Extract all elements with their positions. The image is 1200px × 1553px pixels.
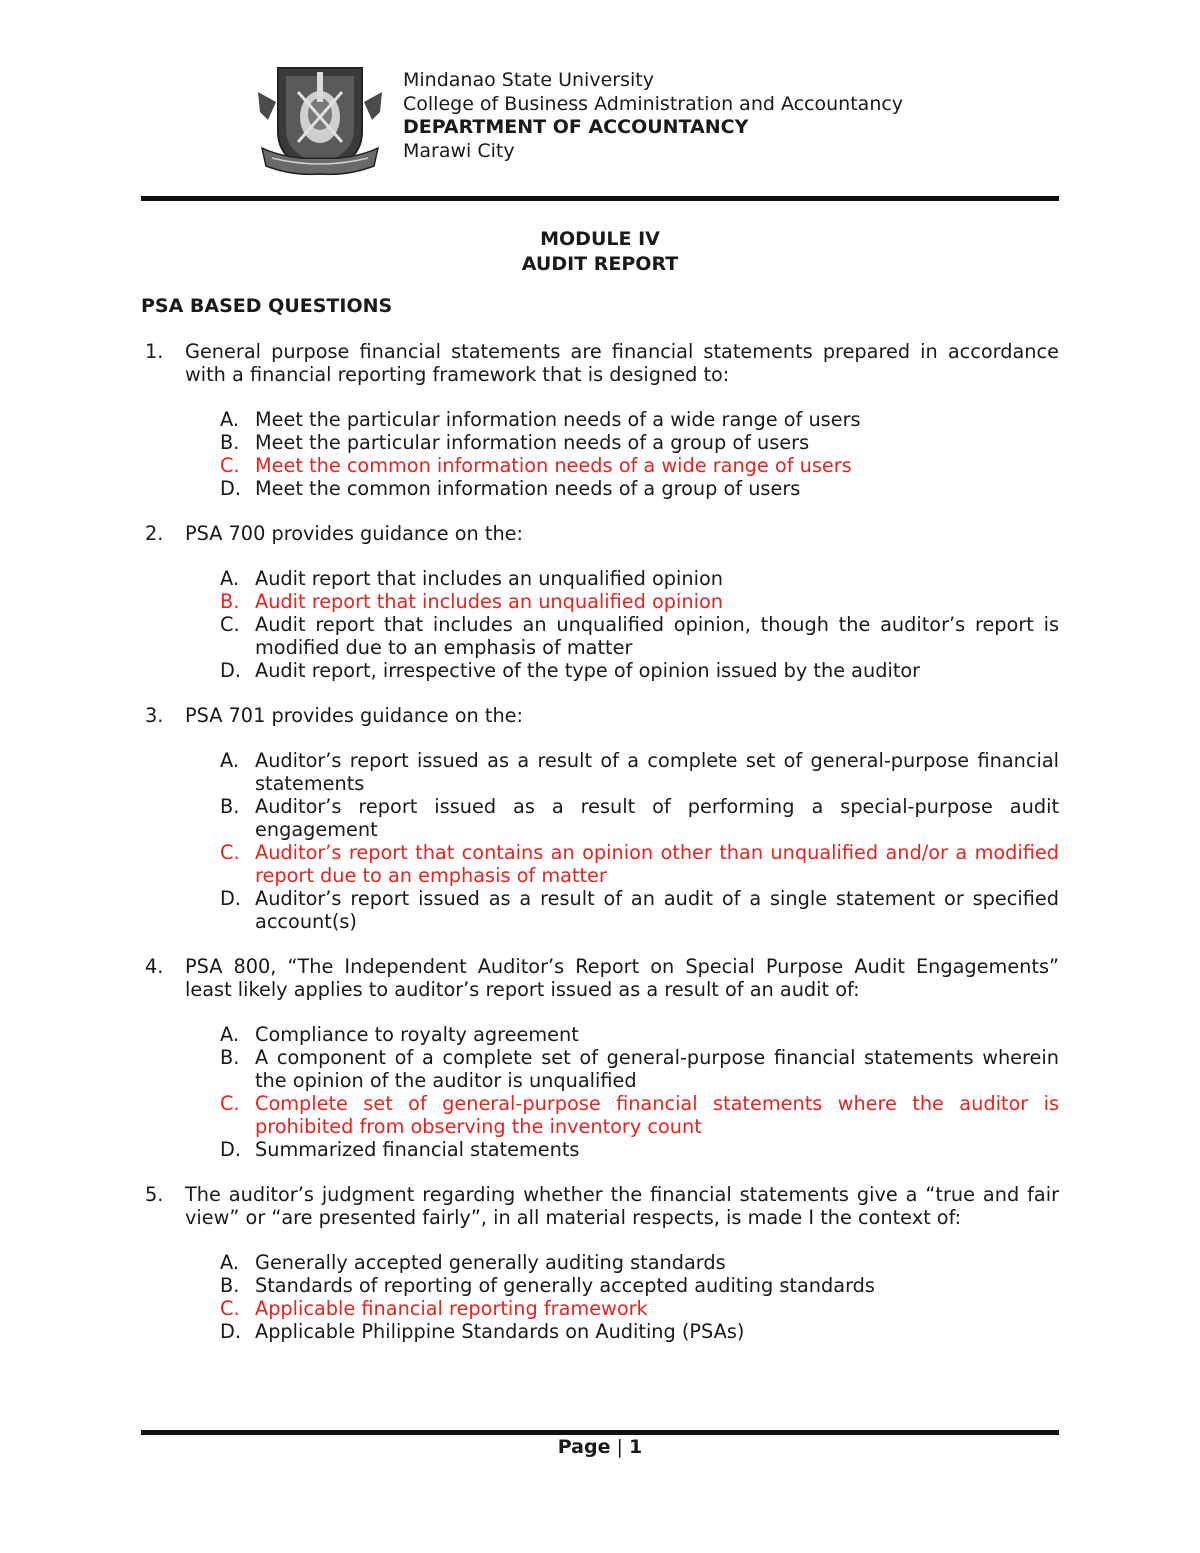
correct-answer-option [185, 454, 1059, 477]
option-text: Applicable financial reporting framework [255, 1297, 648, 1320]
option-letter: C. [220, 841, 240, 864]
option-letter: B. [220, 431, 240, 454]
university-name: Mindanao State University [403, 69, 654, 91]
option-text: Applicable Philippine Standards on Auditing (PSAs) [255, 1320, 745, 1343]
question-stem: PSA 701 provides guidance on the: [185, 704, 524, 727]
option-letter: A. [220, 408, 239, 431]
option-letter: B. [220, 1274, 240, 1297]
option-text: Audit report that includes an unqualified opinion [255, 567, 723, 590]
answer-option [185, 431, 1059, 454]
option-letter: C. [220, 613, 240, 636]
option-text: Generally accepted generally auditing standards [255, 1251, 726, 1274]
city-name: Marawi City [403, 139, 515, 162]
option-list [185, 567, 1059, 682]
option-list [185, 749, 1059, 933]
question-stem: The auditor’s judgment regarding whether the financial statements give a “true and fair view” or “are presented fairly”, in all material respects, is made I the context of: [185, 1183, 1059, 1229]
correct-answer-option [185, 590, 1059, 613]
answer-option [185, 613, 1059, 659]
correct-answer-option [185, 1092, 1059, 1138]
option-text: Complete set of general-purpose financial statements where the auditor is prohibited from observing the inventory count [255, 1092, 1059, 1138]
answer-option [185, 477, 1059, 500]
option-text: Meet the common information needs of a wide range of users [255, 454, 852, 477]
option-letter: B. [220, 795, 240, 818]
question-item [141, 704, 1059, 933]
option-letter: A. [220, 749, 239, 772]
question-item [141, 1183, 1059, 1343]
page-number: 1 [629, 1436, 643, 1458]
question-number: 2. [145, 522, 164, 545]
option-text: Auditor’s report issued as a result of an audit of a single statement or specified account(s) [255, 887, 1059, 933]
module-title: MODULE IV [540, 228, 660, 250]
option-letter: C. [220, 1092, 240, 1115]
option-letter: D. [220, 1138, 241, 1161]
option-letter: A. [220, 1251, 239, 1274]
question-number: 3. [145, 704, 164, 727]
option-letter: D. [220, 659, 241, 682]
option-letter: D. [220, 477, 241, 500]
option-letter: A. [220, 567, 239, 590]
correct-answer-option [185, 841, 1059, 887]
question-stem: PSA 800, “The Independent Auditor’s Report on Special Purpose Audit Engagements” least likely applies to auditor’s report issued as a result of an audit of: [185, 955, 1059, 1001]
option-text: Meet the particular information needs of a wide range of users [255, 408, 861, 431]
answer-option [185, 1251, 1059, 1274]
header-divider [141, 196, 1059, 201]
option-text: Auditor’s report issued as a result of performing a special-purpose audit engagement [255, 795, 1059, 841]
question-number: 1. [145, 340, 164, 363]
option-text: Compliance to royalty agreement [255, 1023, 579, 1046]
option-text: A component of a complete set of general-purpose financial statements wherein the opinion of the auditor is unqualified [255, 1046, 1059, 1092]
option-letter: C. [220, 1297, 240, 1320]
option-list [185, 408, 1059, 500]
module-subtitle: AUDIT REPORT [521, 253, 679, 275]
answer-option [185, 1274, 1059, 1297]
answer-option [185, 1046, 1059, 1092]
college-name: College of Business Administration and Accountancy [403, 92, 904, 115]
module-titles [141, 227, 1059, 277]
option-letter: D. [220, 887, 241, 910]
option-letter: B. [220, 1046, 240, 1069]
option-text: Meet the particular information needs of a group of users [255, 431, 810, 454]
option-list [185, 1251, 1059, 1343]
answer-option [185, 1138, 1059, 1161]
page-footer [141, 1436, 1059, 1458]
section-title: PSA BASED QUESTIONS [141, 295, 393, 317]
option-list [185, 1023, 1059, 1161]
correct-answer-option [185, 1297, 1059, 1320]
answer-option [185, 408, 1059, 431]
answer-option [185, 795, 1059, 841]
option-letter: B. [220, 590, 240, 613]
option-letter: A. [220, 1023, 239, 1046]
answer-option [185, 567, 1059, 590]
question-item [141, 340, 1059, 500]
question-item [141, 522, 1059, 682]
page-separator: | [616, 1436, 623, 1458]
page-label: Page [557, 1436, 611, 1458]
option-letter: D. [220, 1320, 241, 1343]
seal-icon [258, 62, 382, 182]
answer-option [185, 659, 1059, 682]
footer-divider [141, 1430, 1059, 1435]
question-item [141, 955, 1059, 1161]
answer-option [185, 1023, 1059, 1046]
option-text: Auditor’s report that contains an opinion other than unqualified and/or a modified report due to an emphasis of matter [255, 841, 1059, 887]
question-number: 5. [145, 1183, 164, 1206]
answer-option [185, 1320, 1059, 1343]
option-text: Audit report that includes an unqualified opinion, though the auditor’s report is modified due to an emphasis of matter [255, 613, 1059, 659]
question-list [141, 340, 1059, 1365]
question-number: 4. [145, 955, 164, 978]
option-text: Meet the common information needs of a group of users [255, 477, 801, 500]
option-letter: C. [220, 454, 240, 477]
option-text: Summarized financial statements [255, 1138, 580, 1161]
option-text: Auditor’s report issued as a result of a complete set of general-purpose financial statements [255, 749, 1059, 795]
question-stem: General purpose financial statements are financial statements prepared in accordance with a financial reporting framework that is designed to: [185, 340, 1059, 386]
option-text: Standards of reporting of generally accepted auditing standards [255, 1274, 875, 1297]
answer-option [185, 749, 1059, 795]
department-name: DEPARTMENT OF ACCOUNTANCY [403, 116, 749, 138]
answer-option [185, 887, 1059, 933]
option-text: Audit report, irrespective of the type of opinion issued by the auditor [255, 659, 921, 682]
option-text: Audit report that includes an unqualified opinion [255, 590, 723, 613]
university-seal-logo [258, 62, 382, 182]
question-stem: PSA 700 provides guidance on the: [185, 522, 524, 545]
institution-block [403, 69, 903, 163]
